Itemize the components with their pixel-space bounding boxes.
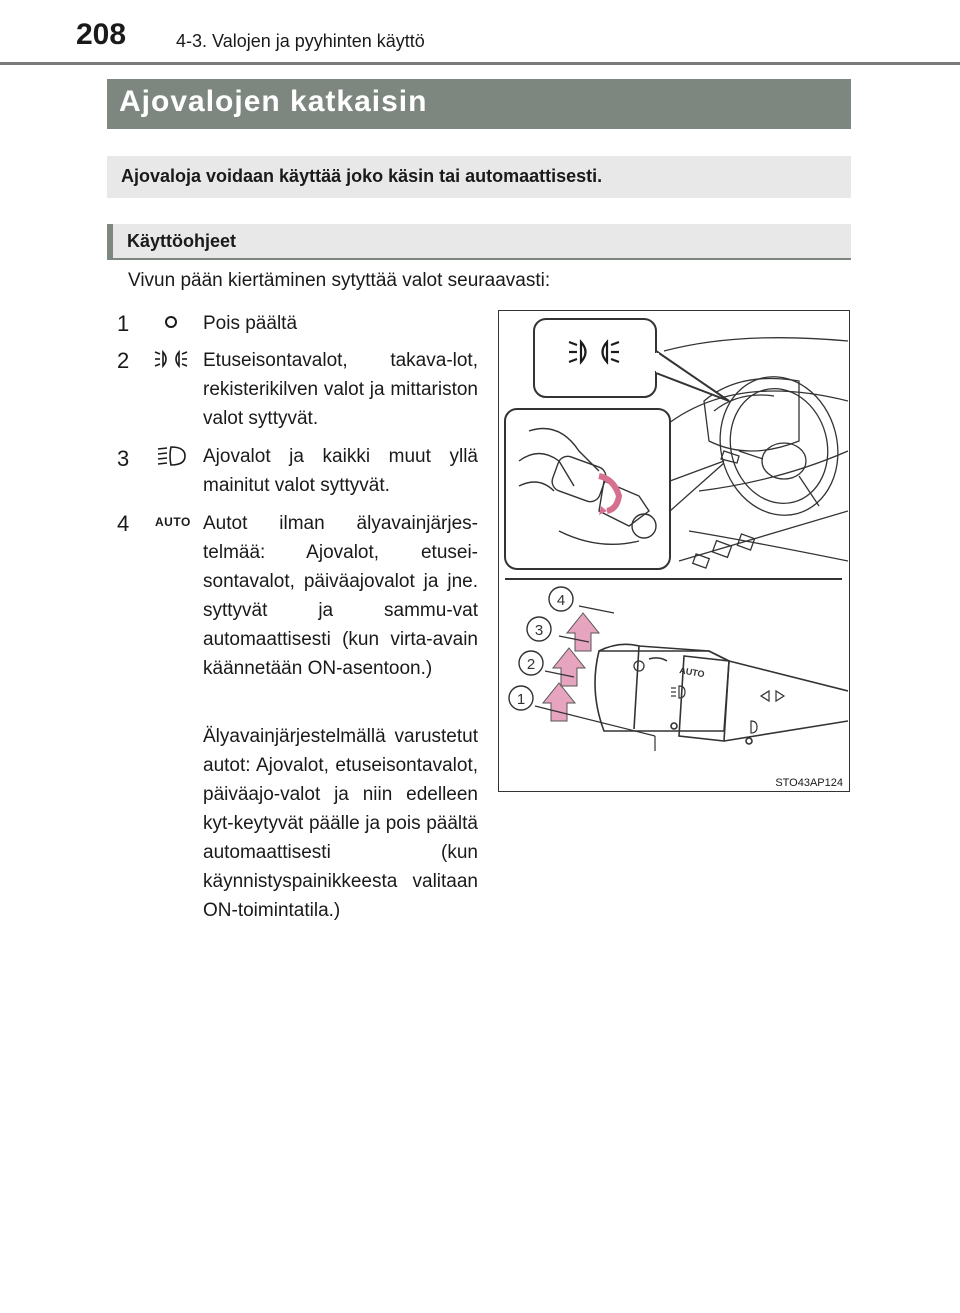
auto-label-icon: AUTO [155,515,191,529]
item-number-2: 2 [117,348,130,373]
item-number-3: 3 [117,446,130,471]
page-number: 208 [76,18,127,51]
intro-text: Ajovaloja voidaan käyttää joko käsin tai automaattisesti. [121,166,603,186]
item-text-3: Ajovalot ja kaikki muut yllä mainitut valot syttyvät. [203,446,478,496]
header-rule [0,62,960,65]
figure [498,310,850,792]
callout-2: 2 [526,656,536,673]
headlight-icon [157,444,187,468]
item-text-4: Autot ilman älyavainjärjes-telmää: Ajovalot, etusei-sontavalot, päiväajovalot ja jne. syttyvät ja sammu-vat automaattisesti (kun virta-avain käännetään ON-asentoon.) [203,513,478,679]
item-text-2: Etuseisontavalot, takava-lot, rekisterikilven valot ja mittariston valot syttyvät. [203,350,478,429]
headlight-switch-illustration [499,311,848,790]
callout-4: 4 [556,592,566,609]
callout-1: 1 [516,691,526,708]
off-circle-icon [163,314,179,330]
callout-3: 3 [534,622,544,639]
section-heading: Käyttöohjeet [127,231,237,251]
item-text-4b: Älyavainjärjestelmällä varustetut autot: Ajovalot, etuseisontavalot, päiväajo-valot ja niin edelleen kyt-keytyvät päälle ja pois päältä automaattisesti (kun käynnistyspainikkeesta valitaan ON-toimintatila.) [203,726,478,921]
running-head: 4-3. Valojen ja pyyhinten käyttö [176,31,425,51]
title-bar [107,79,851,129]
section-accent-bar [107,224,113,258]
figure-code: STO43AP124 [775,777,843,789]
parking-lights-icon [154,348,188,370]
section-heading-box [107,224,851,258]
section-rule [107,258,851,260]
lever-auto-label: AUTO [678,665,706,680]
item-number-4: 4 [117,511,130,536]
intro-box [107,156,851,198]
item-text-1: Pois päältä [203,313,298,334]
page-title: Ajovalojen katkaisin [119,85,428,118]
lead-text: Vivun pään kiertäminen sytyttää valot seuraavasti: [128,270,551,291]
item-number-1: 1 [117,311,130,336]
